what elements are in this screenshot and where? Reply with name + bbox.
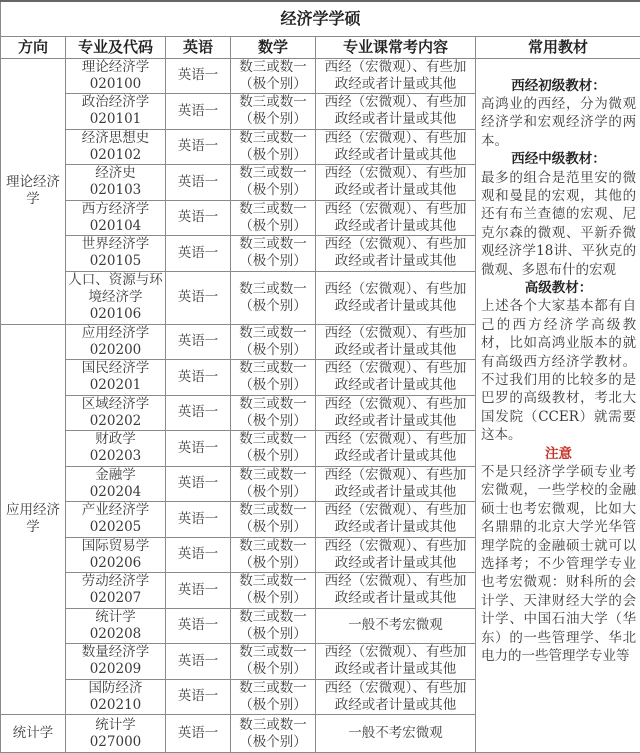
major-code: 020103: [68, 182, 163, 199]
math-cell: [231, 431, 316, 467]
math-note: （极个别）: [233, 555, 313, 572]
direction-cell: [1, 715, 66, 753]
math-value: 数三或数一: [233, 717, 313, 734]
course-line: 西经（宏微观）、有些加: [318, 644, 473, 661]
course-line: 西经（宏微观）、有些加: [318, 680, 473, 697]
english-cell: [166, 360, 231, 396]
major-name: 经济思想史: [68, 130, 163, 147]
course-line: 西经（宏微观）、有些加: [318, 538, 473, 555]
direction-label: 应用经济学: [3, 502, 63, 536]
math-cell: [231, 58, 316, 94]
english-cell: [166, 200, 231, 236]
textbook-paragraph: 上述各个大家基本都有自己的西方经济学高级教材，比如高鸿业版本的就有高级西方经济学教材。不过我们用的比较多的是巴罗的高级教材，考北大国发院（CCER）就需要这本。: [481, 297, 636, 444]
course-line: 西经（宏微观）、有些加: [318, 130, 473, 147]
course-line: 政经或者计量或其他: [318, 661, 473, 678]
textbook-paragraph: 高鸿业的西经，分为微观经济学和宏观经济学的两本。: [481, 95, 636, 150]
major-code: 027000: [68, 734, 163, 751]
math-cell: [231, 165, 316, 201]
english-value: 英语一: [168, 653, 228, 670]
english-cell: [166, 236, 231, 272]
major-name: 劳动经济学: [68, 573, 163, 590]
major-code: 020204: [68, 484, 163, 501]
math-value: 数三或数一: [233, 59, 313, 76]
course-line: 政经或者计量或其他: [318, 147, 473, 164]
math-value: 数三或数一: [233, 281, 313, 298]
course-line: 西经（宏微观）、有些加: [318, 467, 473, 484]
english-cell: [166, 502, 231, 538]
major-cell: [66, 236, 166, 272]
major-name: 区域经济学: [68, 396, 163, 413]
math-note: （极个别）: [233, 342, 313, 359]
course-line: 西经（宏微观）、有些加: [318, 325, 473, 342]
english-cell: [166, 573, 231, 609]
math-value: 数三或数一: [233, 236, 313, 253]
math-value: 数三或数一: [233, 573, 313, 590]
textbook-paragraph: 最多的组合是范里安的微观和曼昆的宏观，其他的还有布兰查德的宏观、尼克尔森的微观、平新乔微观经济学18讲、平狄克的微观、多恩布什的宏观: [481, 169, 636, 279]
header-math: 数学: [231, 36, 316, 58]
major-name: 理论经济学: [68, 59, 163, 76]
course-line: 政经或者计量或其他: [318, 377, 473, 394]
math-value: 数三或数一: [233, 538, 313, 555]
header-major-code: 专业及代码: [66, 36, 166, 58]
math-value: 数三或数一: [233, 325, 313, 342]
math-note: （极个别）: [233, 147, 313, 164]
course-line: 政经或者计量或其他: [318, 76, 473, 93]
course-line: 西经（宏微观）、有些加: [318, 236, 473, 253]
course-line: 西经（宏微观）、有些加: [318, 201, 473, 218]
major-code: 020208: [68, 626, 163, 643]
math-note: （极个别）: [233, 377, 313, 394]
course-line: 西经（宏微观）、有些加: [318, 94, 473, 111]
course-cell: [316, 236, 476, 272]
math-note: （极个别）: [233, 253, 313, 270]
direction-label: 统计学: [3, 725, 63, 742]
course-line: 政经或者计量或其他: [318, 484, 473, 501]
english-cell: [166, 324, 231, 360]
major-name: 金融学: [68, 467, 163, 484]
course-cell: [316, 715, 476, 753]
course-cell: [316, 200, 476, 236]
english-cell: [166, 608, 231, 644]
major-name: 经济史: [68, 165, 163, 182]
course-line: 西经（宏微观）、有些加: [318, 431, 473, 448]
math-cell: [231, 271, 316, 324]
english-value: 英语一: [168, 725, 228, 742]
math-cell: [231, 466, 316, 502]
major-code: 020104: [68, 218, 163, 235]
course-line: 政经或者计量或其他: [318, 519, 473, 536]
english-value: 英语一: [168, 475, 228, 492]
course-line: 政经或者计量或其他: [318, 298, 473, 315]
math-note: （极个别）: [233, 661, 313, 678]
course-line: 西经（宏微观）、有些加: [318, 573, 473, 590]
major-name: 产业经济学: [68, 502, 163, 519]
english-value: 英语一: [168, 289, 228, 306]
direction-cell: [1, 324, 66, 715]
english-cell: [166, 58, 231, 94]
course-cell: [316, 679, 476, 715]
table-row: [1, 58, 640, 94]
course-cell: [316, 395, 476, 431]
major-cell: [66, 644, 166, 680]
major-cell: [66, 395, 166, 431]
major-code: 020102: [68, 147, 163, 164]
course-cell: [316, 644, 476, 680]
english-cell: [166, 395, 231, 431]
english-value: 英语一: [168, 582, 228, 599]
math-note: （极个别）: [233, 697, 313, 714]
major-name: 统计学: [68, 717, 163, 734]
major-cell: [66, 165, 166, 201]
math-cell: [231, 608, 316, 644]
major-cell: [66, 324, 166, 360]
major-cell: [66, 58, 166, 94]
math-cell: [231, 129, 316, 165]
math-cell: [231, 502, 316, 538]
header-direction: 方向: [1, 36, 66, 58]
major-code: 020201: [68, 377, 163, 394]
course-line: 政经或者计量或其他: [318, 342, 473, 359]
course-cell: [316, 573, 476, 609]
major-cell: [66, 431, 166, 467]
major-cell: [66, 537, 166, 573]
major-code: 020205: [68, 519, 163, 536]
english-value: 英语一: [168, 369, 228, 386]
major-code: 020200: [68, 342, 163, 359]
english-value: 英语一: [168, 404, 228, 421]
major-code: 020209: [68, 661, 163, 678]
major-name: 财政学: [68, 431, 163, 448]
major-cell: [66, 200, 166, 236]
textbooks-cell: [476, 58, 640, 753]
major-cell: [66, 94, 166, 130]
textbook-heading: 高级教材：: [481, 279, 636, 297]
course-cell: [316, 129, 476, 165]
course-cell: [316, 431, 476, 467]
math-cell: [231, 644, 316, 680]
math-cell: [231, 200, 316, 236]
textbook-heading: 西经初级教材：: [481, 77, 636, 95]
major-cell: [66, 679, 166, 715]
major-name: 统计学: [68, 609, 163, 626]
course-line: 一般不考宏微观: [318, 617, 473, 634]
major-code: 020202: [68, 413, 163, 430]
math-value: 数三或数一: [233, 680, 313, 697]
major-code: 020100: [68, 76, 163, 93]
math-cell: [231, 537, 316, 573]
math-note: （极个别）: [233, 519, 313, 536]
english-cell: [166, 431, 231, 467]
english-cell: [166, 271, 231, 324]
math-cell: [231, 395, 316, 431]
direction-label: 理论经济学: [3, 174, 63, 208]
math-value: 数三或数一: [233, 431, 313, 448]
course-cell: [316, 608, 476, 644]
math-note: （极个别）: [233, 182, 313, 199]
major-cell: [66, 715, 166, 753]
major-name: 国防经济: [68, 680, 163, 697]
major-name: 应用经济学: [68, 325, 163, 342]
english-value: 英语一: [168, 103, 228, 120]
textbook-heading: 注意: [481, 445, 636, 463]
course-cell: [316, 324, 476, 360]
course-line: 西经（宏微观）、有些加: [318, 502, 473, 519]
major-code: 020206: [68, 555, 163, 572]
major-name: 西方经济学: [68, 201, 163, 218]
math-value: 数三或数一: [233, 165, 313, 182]
english-value: 英语一: [168, 546, 228, 563]
math-note: （极个别）: [233, 111, 313, 128]
math-note: （极个别）: [233, 626, 313, 643]
english-value: 英语一: [168, 138, 228, 155]
math-cell: [231, 715, 316, 753]
english-cell: [166, 679, 231, 715]
header-course: 专业课常考内容: [316, 36, 476, 58]
english-value: 英语一: [168, 688, 228, 705]
course-line: 政经或者计量或其他: [318, 182, 473, 199]
course-line: 政经或者计量或其他: [318, 413, 473, 430]
math-note: （极个别）: [233, 76, 313, 93]
math-value: 数三或数一: [233, 94, 313, 111]
course-cell: [316, 165, 476, 201]
math-value: 数三或数一: [233, 201, 313, 218]
english-cell: [166, 94, 231, 130]
math-value: 数三或数一: [233, 130, 313, 147]
math-note: （极个别）: [233, 484, 313, 501]
header-english: 英语: [166, 36, 231, 58]
course-line: 政经或者计量或其他: [318, 590, 473, 607]
major-code: 020101: [68, 111, 163, 128]
major-name: 国民经济学: [68, 360, 163, 377]
course-line: 政经或者计量或其他: [318, 253, 473, 270]
major-code: 020210: [68, 697, 163, 714]
course-line: 西经（宏微观）、有些加: [318, 396, 473, 413]
english-value: 英语一: [168, 245, 228, 262]
english-cell: [166, 165, 231, 201]
english-value: 英语一: [168, 174, 228, 191]
math-cell: [231, 324, 316, 360]
course-cell: [316, 466, 476, 502]
math-value: 数三或数一: [233, 360, 313, 377]
math-note: （极个别）: [233, 734, 313, 751]
math-value: 数三或数一: [233, 467, 313, 484]
english-value: 英语一: [168, 67, 228, 84]
course-cell: [316, 58, 476, 94]
math-value: 数三或数一: [233, 502, 313, 519]
math-note: （极个别）: [233, 298, 313, 315]
major-cell: [66, 608, 166, 644]
english-value: 英语一: [168, 209, 228, 226]
major-cell: [66, 502, 166, 538]
course-line: 西经（宏微观）、有些加: [318, 165, 473, 182]
major-name: 国际贸易学: [68, 538, 163, 555]
table-title: 经济学学硕: [1, 1, 640, 36]
course-cell: [316, 94, 476, 130]
math-cell: [231, 236, 316, 272]
course-line: 西经（宏微观）、有些加: [318, 281, 473, 298]
major-code: 020203: [68, 448, 163, 465]
course-line: 政经或者计量或其他: [318, 448, 473, 465]
major-cell: [66, 573, 166, 609]
textbook-heading: 西经中级教材：: [481, 150, 636, 168]
math-note: （极个别）: [233, 590, 313, 607]
english-value: 英语一: [168, 617, 228, 634]
course-cell: [316, 360, 476, 396]
major-name: 政治经济学: [68, 94, 163, 111]
english-value: 英语一: [168, 440, 228, 457]
math-cell: [231, 360, 316, 396]
course-line: 一般不考宏微观: [318, 725, 473, 742]
course-line: 政经或者计量或其他: [318, 111, 473, 128]
course-line: 政经或者计量或其他: [318, 218, 473, 235]
major-cell: [66, 360, 166, 396]
textbook-paragraph: 不是只经济学学硕专业考宏微观，一些学校的金融硕士也考宏微观，比如大名鼎鼎的北京大学光华管理学院的金融硕士就可以选择考；不少管理学专业也考宏微观：财科所的会计学、天津财经大学的会计学、中国石油大学（华东）的一些管理学、华北电力的一些管理学专业等: [481, 463, 636, 665]
major-code: 020106: [68, 306, 163, 323]
major-cell: [66, 466, 166, 502]
math-note: （极个别）: [233, 413, 313, 430]
english-cell: [166, 466, 231, 502]
english-cell: [166, 644, 231, 680]
header-textbooks: 常用教材: [476, 36, 640, 58]
course-line: 西经（宏微观）、有些加: [318, 360, 473, 377]
course-line: 政经或者计量或其他: [318, 555, 473, 572]
course-line: 西经（宏微观）、有些加: [318, 59, 473, 76]
course-cell: [316, 271, 476, 324]
math-note: （极个别）: [233, 218, 313, 235]
english-value: 英语一: [168, 333, 228, 350]
math-note: （极个别）: [233, 448, 313, 465]
math-cell: [231, 679, 316, 715]
english-cell: [166, 537, 231, 573]
english-cell: [166, 715, 231, 753]
major-code: 020105: [68, 253, 163, 270]
math-cell: [231, 94, 316, 130]
major-cell: [66, 271, 166, 324]
course-line: 政经或者计量或其他: [318, 697, 473, 714]
math-value: 数三或数一: [233, 609, 313, 626]
direction-cell: [1, 58, 66, 324]
math-value: 数三或数一: [233, 644, 313, 661]
english-value: 英语一: [168, 511, 228, 528]
major-name: 人口、资源与环境经济学: [68, 272, 163, 306]
english-cell: [166, 129, 231, 165]
math-cell: [231, 573, 316, 609]
course-cell: [316, 502, 476, 538]
major-name: 世界经济学: [68, 236, 163, 253]
math-value: 数三或数一: [233, 396, 313, 413]
major-code: 020207: [68, 590, 163, 607]
course-cell: [316, 537, 476, 573]
major-cell: [66, 129, 166, 165]
major-name: 数量经济学: [68, 644, 163, 661]
